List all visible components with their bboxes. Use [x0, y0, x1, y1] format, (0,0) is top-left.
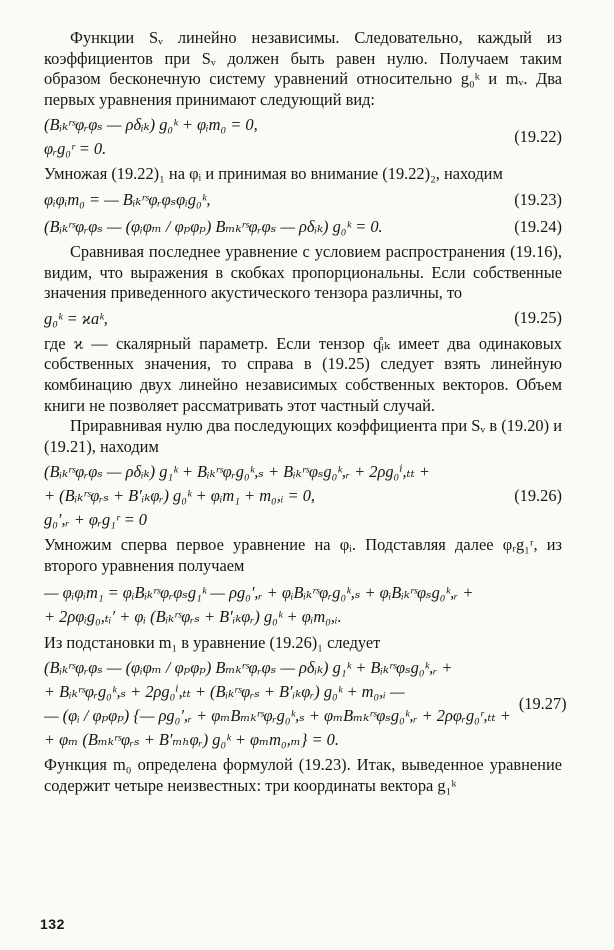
equation-line: + (Bᵢₖʳˢφᵣₛ + B′ᵢₖφᵣ) g₀ᵏ + φᵢm₁ + m₀,ᵢ = 0, — [44, 486, 315, 506]
paragraph-equate: Приравнивая нулю два последующих коэффициента при Sᵥ в (19.20) и (19.21), находим — [44, 416, 562, 456]
equation-substitution — [44, 581, 562, 629]
paragraph-kappa: где ϰ — скалярный параметр. Если тензор q̊ᵢₖ имеет два одинаковых собственных значения, то справа в (19.25) следует взять линейную комбинацию двух линейно независимых собственных векторов. Объем книги не позволяет рассматривать этот частный случай. — [44, 333, 562, 415]
equation-number: (19.24) — [514, 216, 562, 236]
equation-number: (19.26) — [514, 486, 562, 506]
paragraph-function-m0: Функция m₀ определена формулой (19.23). Итак, выведенное уравнение содержит четыре неизвестных: три координаты вектора g₁ᵏ — [44, 755, 562, 795]
equation-19-25 — [44, 307, 562, 331]
equation-number: (19.22) — [514, 127, 562, 147]
equation-line: φᵢφᵢm₀ = — Bᵢₖʳˢφᵣφₛφᵢg₀ᵏ, — [44, 189, 211, 209]
paragraph-compare: Сравнивая последнее уравнение с условием распространения (19.16), видим, что выражения в скобках пропорциональны. Если собственные значения приведенного акустического тензора различны, то — [44, 241, 562, 303]
equation-19-27 — [44, 656, 567, 752]
equation-line: — (φᵢ / φₚφₚ) {— ρg₀′,ᵣ + φₘBₘₖʳˢφᵣg₀ᵏ,ₛ + φₘBₘₖʳˢφₛg₀ᵏ,ᵣ + 2ρφᵣg₀ʳ,ₜₜ + — [44, 706, 511, 726]
paragraph-substitute-m1: Из подстановки m₁ в уравнение (19.26)₁ следует — [44, 632, 381, 652]
equation-number: (19.25) — [514, 308, 562, 328]
equation-19-23 — [44, 188, 562, 212]
equation-19-24 — [44, 215, 562, 239]
paragraph-multiply-first: Умножим сперва первое уравнение на φᵢ. Подставляя далее φᵣg₁ʳ, из второго уравнения получаем — [44, 535, 562, 575]
paragraph-intro: Функции Sᵥ линейно независимы. Следовательно, каждый из коэффициентов при Sᵥ должен быть равен нулю. Получаем таким образом бесконечную систему уравнений относительно g₀ᵏ и mᵥ. Два первых уравнения принимают следующий вид: — [44, 28, 562, 109]
equation-number: (19.23) — [514, 189, 562, 209]
equation-line: g₀′,ᵣ + φᵣg₁ʳ = 0 — [44, 510, 147, 530]
page-number: 132 — [40, 916, 65, 932]
equation-line: + φₘ (Bₘₖʳˢφᵣₛ + B′ₘₕφᵣ) g₀ᵏ + φₘm₀,ₘ} = 0. — [44, 730, 339, 750]
equation-line: (Bᵢₖʳˢφᵣφₛ — (φᵢφₘ / φₚφₚ) Bₘₖʳˢφᵣφₛ — ρδᵢₖ) g₀ᵏ = 0. — [44, 216, 383, 236]
equation-line: — φᵢφᵢm₁ = φᵢBᵢₖʳˢφᵣφₛg₁ᵏ — ρg₀′,ᵣ + φᵢBᵢₖʳˢφᵣg₀ᵏ,ₛ + φᵢBᵢₖʳˢφₛg₀ᵏ,ᵣ + — [44, 582, 474, 602]
equation-line: (Bᵢₖʳˢφᵣφₛ — ρδᵢₖ) g₀ᵏ + φᵢm₀ = 0, — [44, 115, 258, 135]
equation-line: + Bᵢₖʳˢφᵣg₀ᵏ,ₛ + 2ρg₀ⁱ,ₜₜ + (Bᵢₖʳˢφᵣₛ + B′ᵢₖφᵣ) g₀ᵏ + m₀,ᵢ — — [44, 682, 405, 702]
equation-number: (19.27) — [518, 693, 567, 713]
equation-line: + 2ρφᵢg₀,ₜᵢ′ + φᵢ (Bᵢₖʳˢφᵣₛ + B′ᵢₖφᵣ) g₀ᵏ + φᵢm₀,ᵢ. — [44, 606, 342, 626]
equation-19-26 — [44, 460, 562, 532]
equation-line: (Bᵢₖʳˢφᵣφₛ — ρδᵢₖ) g₁ᵏ + Bᵢₖʳˢφᵣg₀ᵏ,ₛ + Bᵢₖʳˢφₛg₀ᵏ,ᵣ + 2ρg₀ⁱ,ₜₜ + — [44, 462, 430, 482]
equation-line: φᵣg₀ʳ = 0. — [44, 139, 107, 159]
paragraph-multiply: Умножая (19.22)₁ на φᵢ и принимая во внимание (19.22)₂, находим — [44, 164, 503, 184]
equation-line: (Bᵢₖʳˢφᵣφₛ — (φᵢφₘ / φₚφₚ) Bₘₖʳˢφᵣφₛ — ρδᵢₖ) g₁ᵏ + Bᵢₖʳˢφₛg₀ᵏ,ᵣ + — [44, 658, 453, 678]
equation-19-22 — [44, 113, 562, 161]
equation-line: g₀ᵏ = ϰaᵏ, — [44, 308, 108, 328]
